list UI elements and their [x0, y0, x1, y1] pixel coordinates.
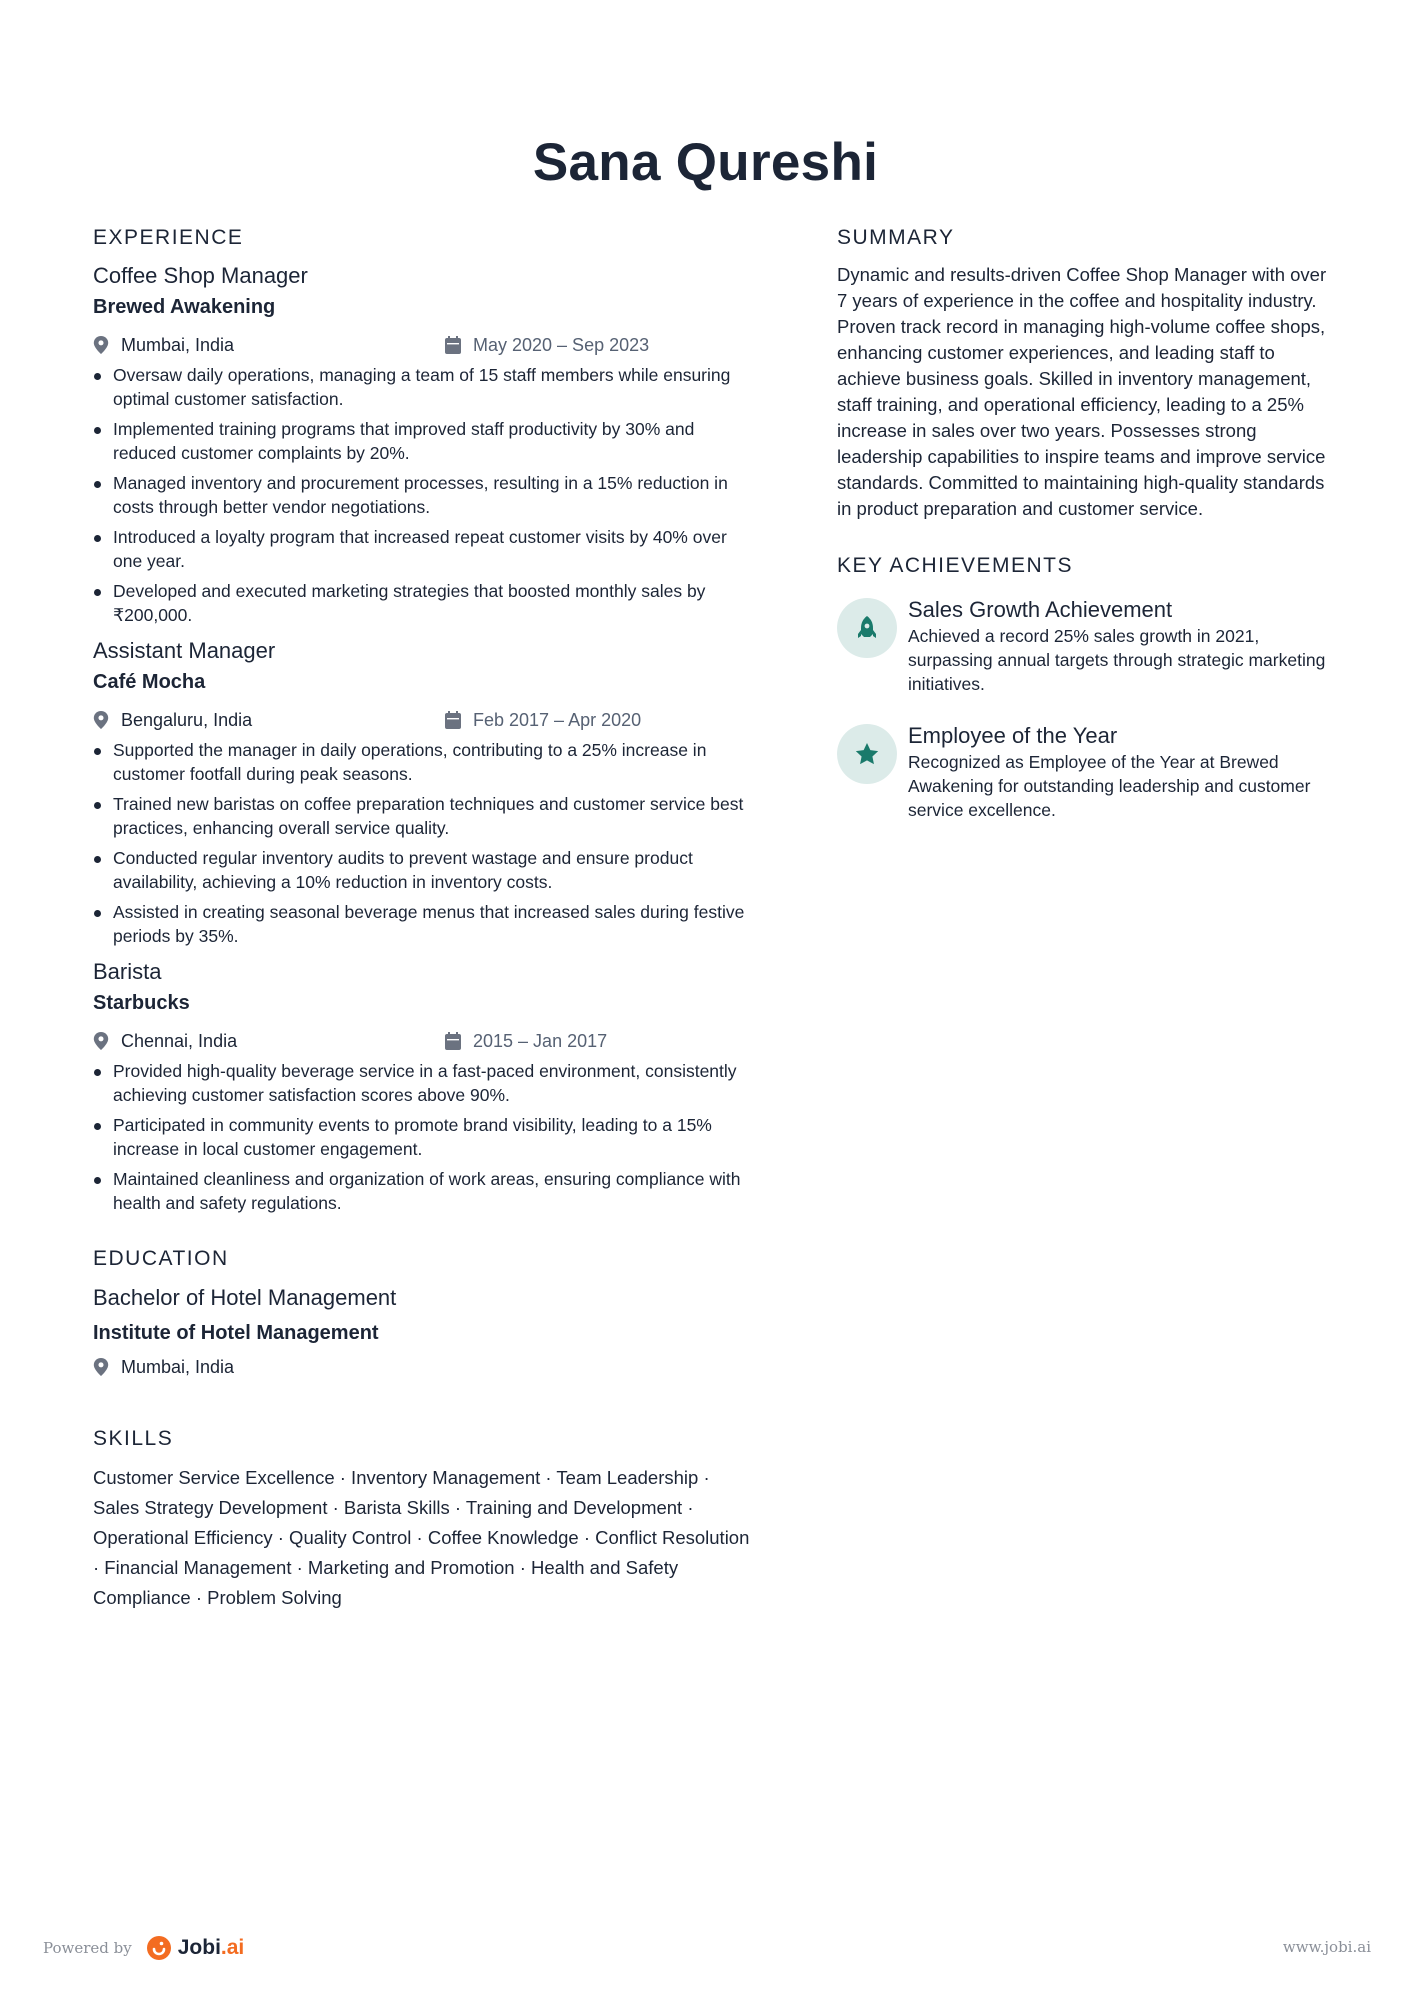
jobi-brand-text: [178, 1936, 245, 1960]
location-pin-icon: [93, 711, 109, 729]
job-dates: [445, 706, 641, 734]
job-location: [93, 1027, 237, 1055]
experience-section: [93, 224, 758, 1215]
job-dates-text: May 2020 – Sep 2023: [473, 335, 650, 355]
achievement-item: [837, 722, 1327, 822]
job-company: Brewed Awakening: [93, 296, 276, 318]
achievements-section: [837, 552, 1327, 822]
achievement-title: Sales Growth Achievement: [908, 597, 1173, 622]
education-institution: Institute of Hotel Management: [93, 1322, 379, 1344]
job-meta: [93, 1027, 758, 1055]
job-bullets: [93, 738, 758, 948]
bullet-item: Trained new baristas on coffee preparation techniques and customer service best practices, enhancing overall service quality.: [93, 792, 758, 840]
achievement-item: [837, 596, 1327, 696]
bullet-item: Provided high-quality beverage service in a fast-paced environment, consistently achieving customer satisfaction scores above 90%.: [93, 1059, 758, 1107]
job-bullets: [93, 363, 758, 627]
bullet-item: Oversaw daily operations, managing a team of 15 staff members while ensuring optimal customer satisfaction.: [93, 363, 758, 411]
job-dates-text: Feb 2017 – Apr 2020: [473, 710, 642, 730]
location-pin-icon: [93, 1358, 109, 1376]
job-title: Assistant Manager: [93, 638, 276, 663]
star-icon: [837, 724, 897, 784]
education-degree: Bachelor of Hotel Management: [93, 1285, 397, 1310]
job-title: Coffee Shop Manager: [93, 263, 308, 288]
job-location-text: Mumbai, India: [121, 335, 235, 355]
job-entry: [93, 261, 758, 627]
rocket-icon: [837, 598, 897, 658]
bullet-item: Participated in community events to promote brand visibility, leading to a 15% increase in local customer engagement.: [93, 1113, 758, 1161]
job-entry: [93, 957, 758, 1215]
summary-text: Dynamic and results-driven Coffee Shop Manager with over 7 years of experience in the coffee and hospitality industry. Proven track record in managing high-volume coffee shops, enhancing customer experiences, and leading staff to achieve business goals. Skilled in inventory management, staff training, and operational efficiency, leading to a 25% increase in sales over two years. Possesses strong leadership capabilities to inspire teams and improve service standards. Committed to maintaining high-quality standards in product preparation and customer service.: [837, 264, 1327, 519]
skills-list: Customer Service Excellence · Inventory Management · Team Leadership · Sales Strategy Development · Barista Skills · Training and Development · Operational Efficiency · Quality Control · Coffee Knowledge · Conflict Resolution · Financial Management · Marketing and Promotion · Health and Safety Compliance · Problem Solving: [93, 1467, 750, 1608]
job-meta: [93, 706, 758, 734]
bullet-item: Implemented training programs that improved staff productivity by 30% and reduced customer complaints by 20%.: [93, 417, 758, 465]
education-location-text: Mumbai, India: [121, 1357, 235, 1377]
right-column: [837, 224, 1327, 822]
brand-suffix: .ai: [220, 1936, 245, 1959]
job-entry: [93, 636, 758, 948]
footer-website-link[interactable]: www.jobi.ai: [1282, 1938, 1371, 1956]
bullet-item: Assisted in creating seasonal beverage menus that increased sales during festive periods by 35%.: [93, 900, 758, 948]
calendar-icon: [445, 711, 461, 729]
calendar-icon: [445, 1032, 461, 1050]
brand-name: Jobi: [177, 1936, 221, 1959]
education-location: [93, 1353, 234, 1381]
job-company: Café Mocha: [93, 671, 206, 693]
left-column: [93, 224, 758, 1613]
job-dates: [445, 1027, 607, 1055]
footer-powered-by[interactable]: [43, 1930, 244, 1966]
calendar-icon: [445, 336, 461, 354]
bullet-item: Conducted regular inventory audits to prevent wastage and ensure product availability, achieving a 10% reduction in inventory costs.: [93, 846, 758, 894]
section-title-experience: EXPERIENCE: [93, 226, 244, 249]
section-title-education: EDUCATION: [93, 1247, 229, 1270]
bullet-item: Supported the manager in daily operations, contributing to a 25% increase in customer footfall during peak seasons.: [93, 738, 758, 786]
candidate-name: Sana Qureshi: [532, 133, 879, 192]
section-title-skills: SKILLS: [93, 1427, 174, 1450]
jobi-logo-icon: [146, 1935, 172, 1961]
education-meta: [93, 1353, 758, 1381]
bullet-item: Developed and executed marketing strategies that boosted monthly sales by ₹200,000.: [93, 579, 758, 627]
bullet-item: Maintained cleanliness and organization of work areas, ensuring compliance with health and safety regulations.: [93, 1167, 758, 1215]
job-meta: [93, 331, 758, 359]
job-bullets: [93, 1059, 758, 1215]
location-pin-icon: [93, 336, 109, 354]
skills-section: [93, 1425, 758, 1613]
jobi-logo[interactable]: [146, 1935, 245, 1961]
job-company: Starbucks: [93, 992, 190, 1014]
job-location-text: Chennai, India: [121, 1031, 238, 1051]
job-dates: [445, 331, 649, 359]
powered-by-label: Powered by: [43, 1939, 132, 1957]
job-title: Barista: [93, 959, 162, 984]
achievement-description: Recognized as Employee of the Year at Brewed Awakening for outstanding leadership and customer service excellence.: [908, 752, 1311, 820]
achievement-title: Employee of the Year: [908, 723, 1118, 748]
summary-section: [837, 224, 1327, 522]
section-title-summary: SUMMARY: [837, 226, 955, 249]
job-location-text: Bengaluru, India: [121, 710, 253, 730]
job-dates-text: 2015 – Jan 2017: [473, 1031, 608, 1051]
job-location: [93, 331, 234, 359]
location-pin-icon: [93, 1032, 109, 1050]
achievement-description: Achieved a record 25% sales growth in 2021, surpassing annual targets through strategic marketing initiatives.: [908, 626, 1326, 694]
section-title-achievements: KEY ACHIEVEMENTS: [837, 554, 1074, 577]
bullet-item: Managed inventory and procurement processes, resulting in a 15% reduction in costs through better vendor negotiations.: [93, 471, 758, 519]
bullet-item: Introduced a loyalty program that increased repeat customer visits by 40% over one year.: [93, 525, 758, 573]
job-location: [93, 706, 252, 734]
education-section: [93, 1245, 758, 1381]
